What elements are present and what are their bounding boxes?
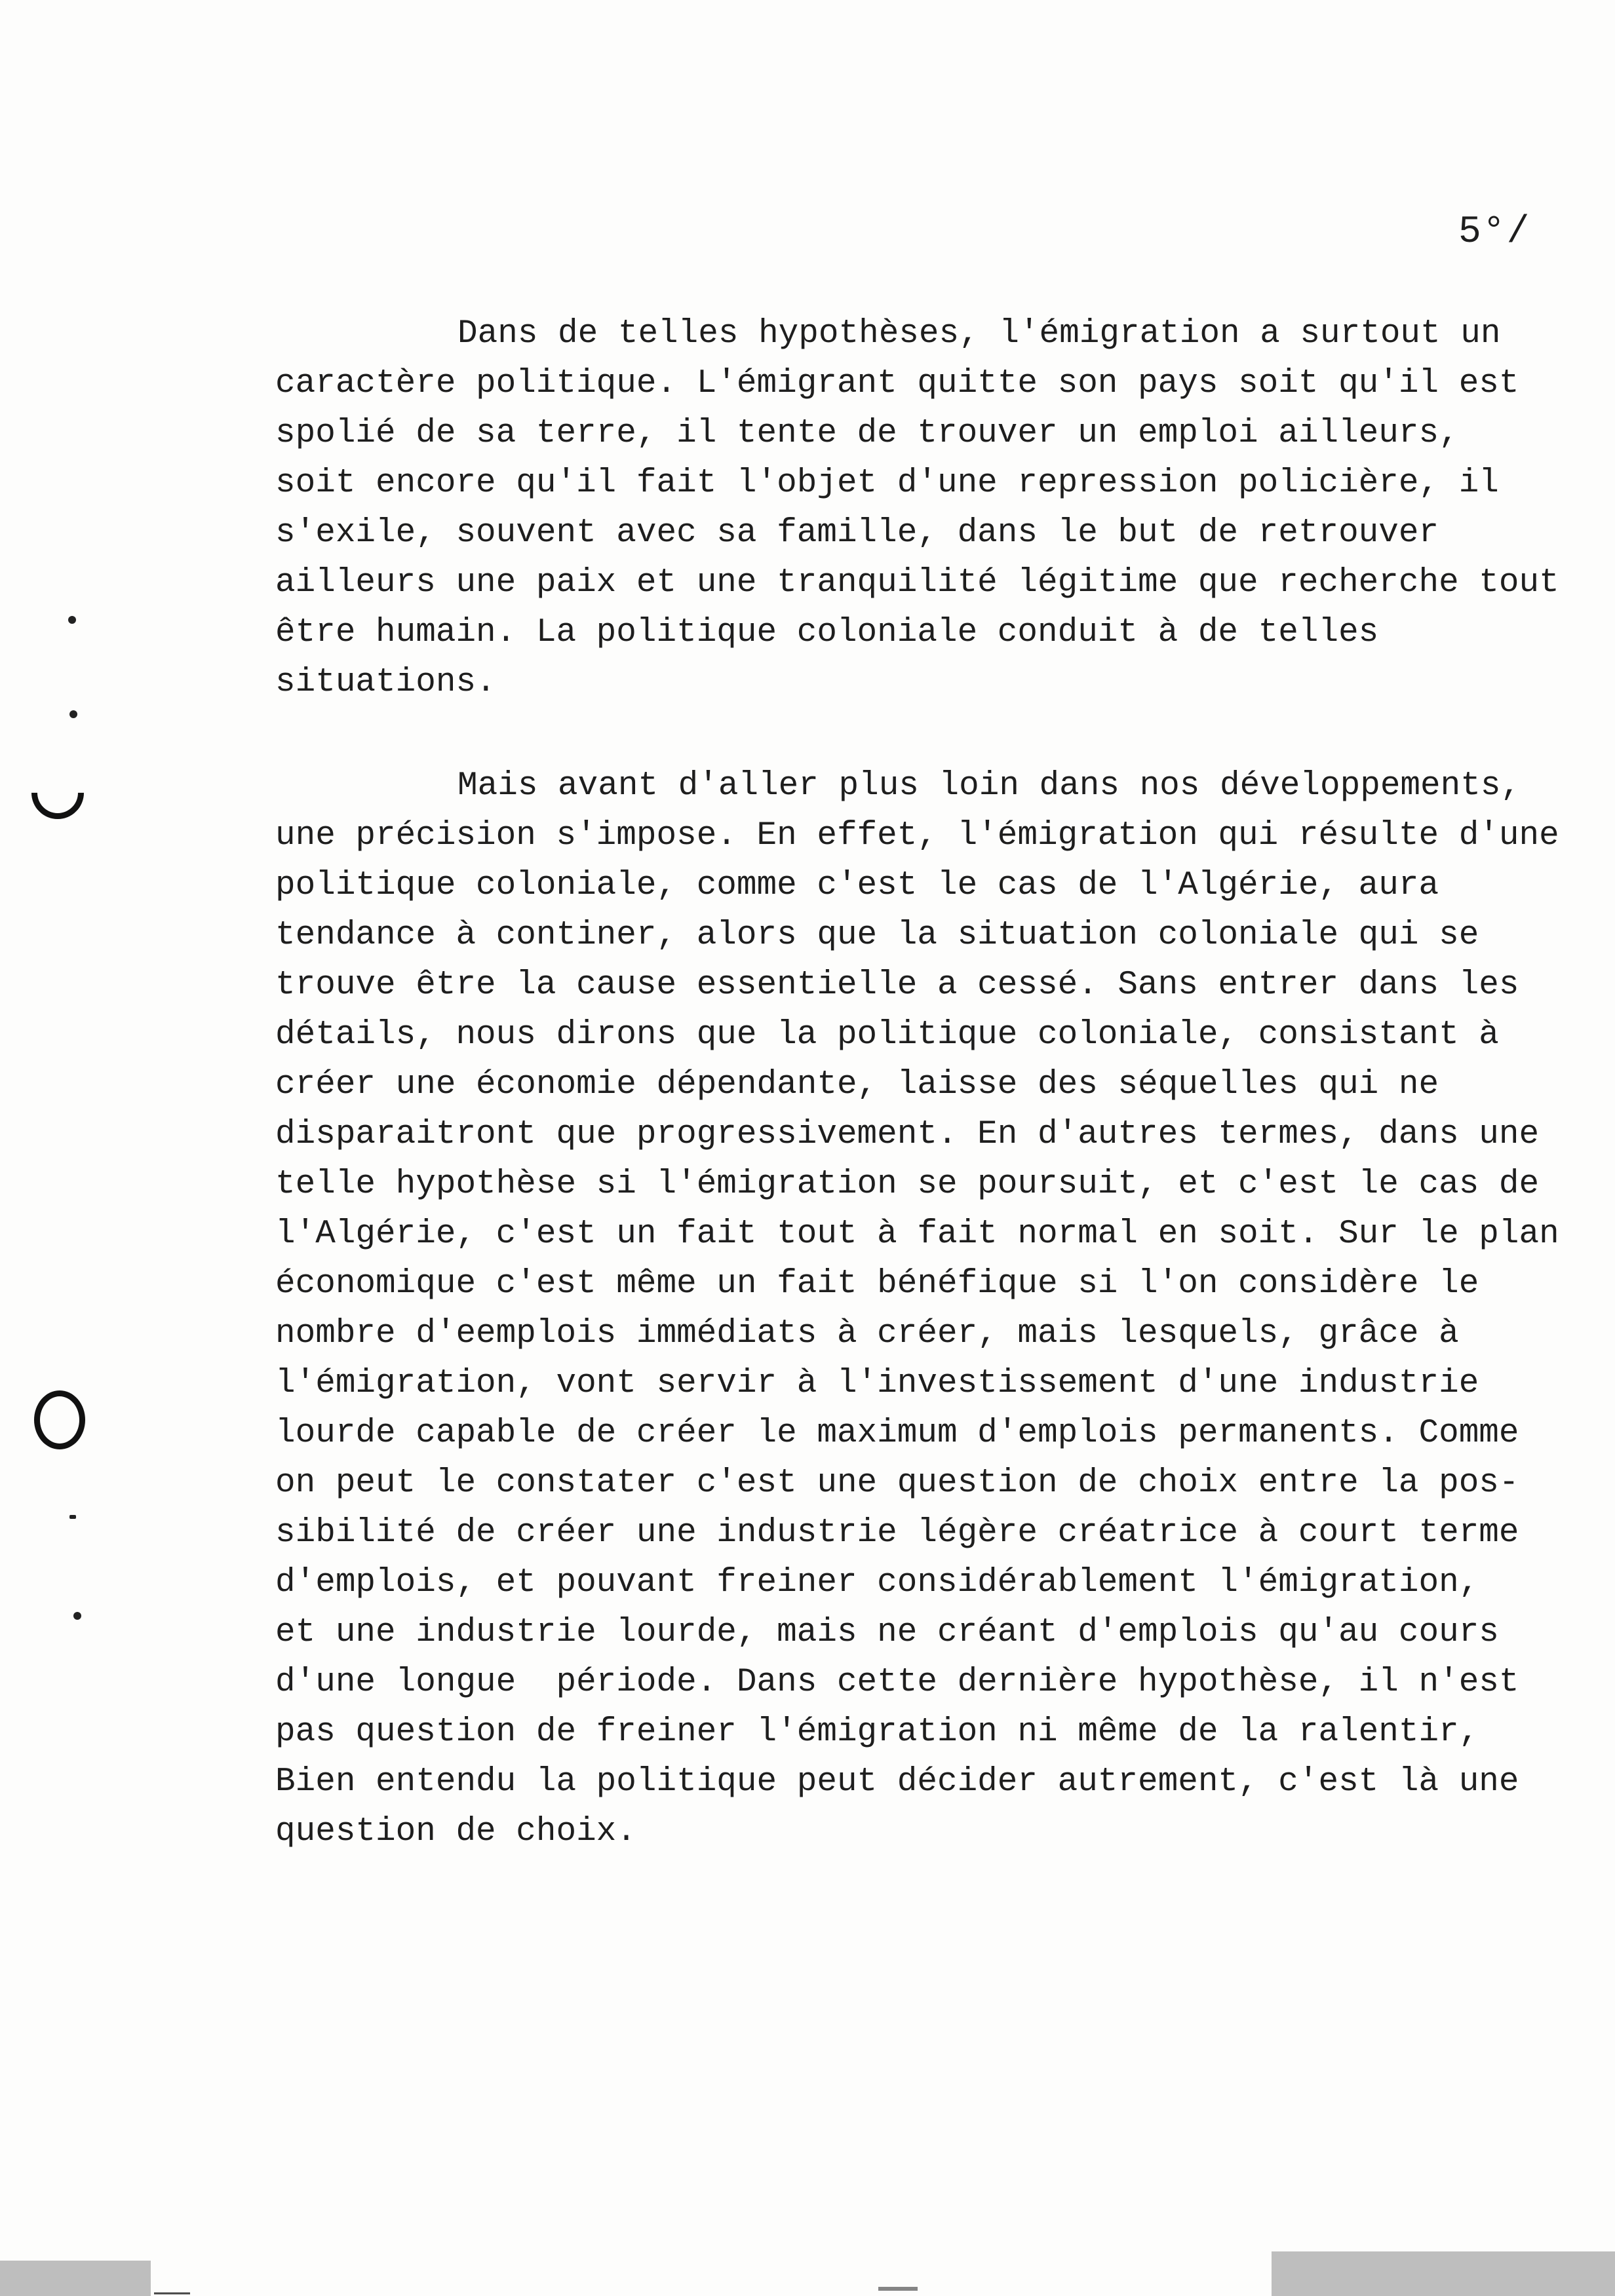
binder-hole-mark <box>20 756 94 830</box>
text-line: d'emplois, et pouvant freiner considérablement l'émigration, <box>275 1564 1479 1601</box>
text-line: telle hypothèse si l'émigration se poursuit, et c'est le cas de <box>275 1166 1540 1203</box>
text-line: caractère politique. L'émigrant quitte son pays soit qu'il est <box>275 365 1519 402</box>
text-line: s'exile, souvent avec sa famille, dans le but de retrouver <box>275 514 1439 552</box>
paragraph-1 <box>275 309 1580 708</box>
text-line: l'Algérie, c'est un fait tout à fait normal en soit. Sur le plan <box>275 1215 1559 1253</box>
margin-mark <box>69 1515 76 1519</box>
text-line: trouve être la cause essentielle a cessé. Sans entrer dans les <box>275 966 1519 1004</box>
text-line: politique coloniale, comme c'est le cas de l'Algérie, aura <box>275 867 1439 904</box>
text-line: pas question de freiner l'émigration ni même de la ralentir, <box>275 1713 1479 1751</box>
text-line: disparaitront que progressivement. En d'autres termes, dans une <box>275 1116 1540 1153</box>
margin-mark <box>69 710 77 718</box>
text-line: lourde capable de créer le maximum d'emplois permanents. Comme <box>275 1415 1519 1452</box>
page-number: 5°/ <box>1458 211 1531 254</box>
text-line: être humain. La politique coloniale conduit à de telles <box>275 614 1379 651</box>
text-line: créer une économie dépendante, laisse des séquelles qui ne <box>275 1066 1439 1103</box>
text-line: question de choix. <box>275 1813 636 1850</box>
text-line: Mais avant d'aller plus loin dans nos développements, <box>457 767 1521 805</box>
text-line: sibilité de créer une industrie légère créatrice à court terme <box>275 1514 1519 1552</box>
text-line: tendance à continer, alors que la situation coloniale qui se <box>275 917 1479 954</box>
text-line: ailleurs une paix et une tranquilité légitime que recherche tout <box>275 564 1559 602</box>
text-line: Dans de telles hypothèses, l'émigration a surtout un <box>457 315 1501 353</box>
text-line: détails, nous dirons que la politique coloniale, consistant à <box>275 1016 1499 1054</box>
text-line: l'émigration, vont servir à l'investissement d'une industrie <box>275 1365 1479 1402</box>
text-line: d'une longue période. Dans cette dernière hypothèse, il n'est <box>275 1664 1519 1701</box>
text-line: nombre d'eemplois immédiats à créer, mais lesquels, grâce à <box>275 1315 1459 1352</box>
text-line: situations. <box>275 664 496 701</box>
text-line: une précision s'impose. En effet, l'émigration qui résulte d'une <box>275 817 1559 854</box>
binder-hole-mark <box>34 1390 85 1449</box>
paragraph-2 <box>275 761 1580 1857</box>
margin-mark <box>68 616 76 624</box>
text-line: et une industrie lourde, mais ne créant d'emplois qu'au cours <box>275 1614 1499 1651</box>
scan-noise <box>0 2189 1615 2296</box>
text-line: spolié de sa terre, il tente de trouver un emploi ailleurs, <box>275 415 1459 452</box>
text-line: soit encore qu'il fait l'objet d'une repression policière, il <box>275 465 1499 502</box>
text-line: Bien entendu la politique peut décider autrement, c'est là une <box>275 1763 1519 1801</box>
text-line: économique c'est même un fait bénéfique si l'on considère le <box>275 1265 1479 1303</box>
text-line: on peut le constater c'est une question de choix entre la pos- <box>275 1464 1519 1502</box>
margin-mark <box>73 1612 81 1620</box>
